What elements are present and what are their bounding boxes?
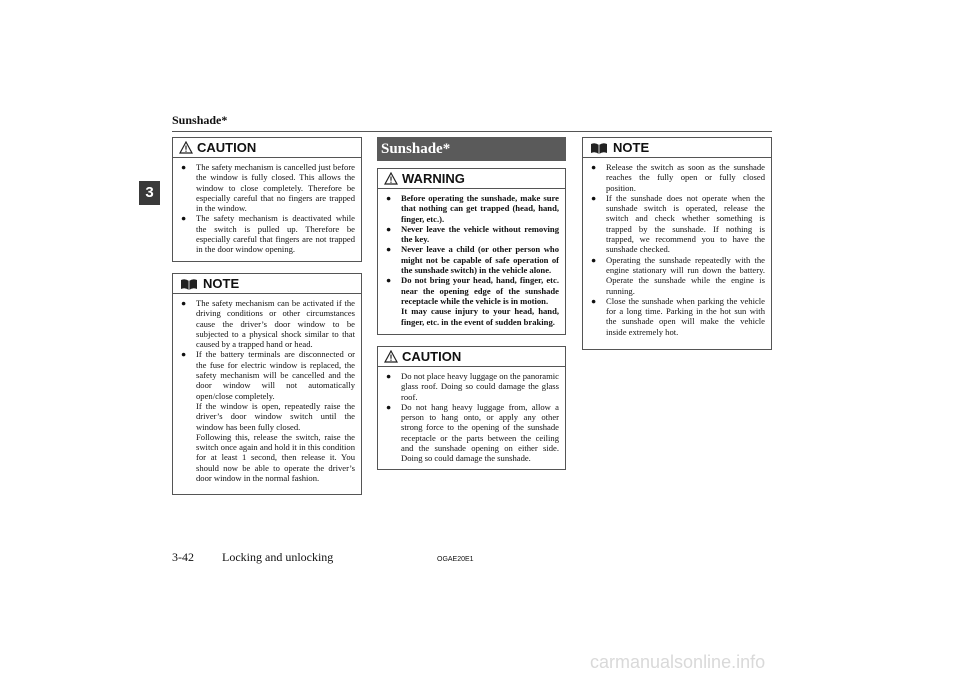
item-text: Never leave the vehicle without removing the key. xyxy=(401,223,559,245)
item-text: The safety mechanism can be activated if the driving conditions or other circumstances cause the driver’s door window to be subjected to a physical shock similar to that caused by a trapped hand or head. xyxy=(196,298,355,350)
caution-list xyxy=(378,367,565,470)
caution-list xyxy=(173,158,361,261)
bullet: ● xyxy=(386,275,392,286)
warning-header xyxy=(378,169,565,189)
list-item xyxy=(589,193,765,255)
list-item xyxy=(179,162,355,213)
bullet: ● xyxy=(181,213,187,224)
item-text: Following this, release the switch, raise the switch once again and hold it in this condition for at least 1 second, then release it. You should now be able to operate the driver’s door window in the normal fashion. xyxy=(196,431,355,484)
list-item xyxy=(589,296,765,337)
item-text: Release the switch as soon as the sunshade reaches the fully open or fully closed position. xyxy=(606,162,765,193)
note-list xyxy=(173,294,361,489)
item-text: Never leave a child (or other person who might not be capable of safe operation of the sunshade switch) in the vehicle alone. xyxy=(401,244,559,276)
item-text: Operating the sunshade repeatedly with the engine stationary will run down the battery. Operate the sunshade while the engine is running. xyxy=(606,254,765,296)
list-item xyxy=(384,275,559,326)
note-list xyxy=(583,158,771,343)
list-item xyxy=(384,244,559,275)
list-item xyxy=(179,349,355,483)
bullet: ● xyxy=(386,401,392,412)
list-item xyxy=(589,255,765,296)
item-text: The safety mechanism is deactivated while the switch is pulled up. Therefore be especially careful that fingers are not trapped in the door window opening. xyxy=(196,213,355,255)
list-item xyxy=(384,193,559,224)
page-header-title: Sunshade* xyxy=(172,113,228,127)
bullet: ● xyxy=(181,298,187,308)
page-number: 3-42 xyxy=(172,550,194,564)
item-text: If the battery terminals are disconnected or the fuse for electric window is replaced, the safety mechanism will be cancelled and the door window will not automatically open/close completely. xyxy=(196,349,355,401)
mid-warning-box xyxy=(377,168,566,335)
warning-list xyxy=(378,189,565,333)
right-note-box xyxy=(582,137,772,350)
note-header xyxy=(173,274,361,294)
chapter-name: Locking and unlocking xyxy=(222,550,334,564)
header-rule xyxy=(172,131,772,132)
caution-header xyxy=(378,347,565,367)
list-item xyxy=(384,371,559,402)
bullet: ● xyxy=(591,295,597,306)
note-header xyxy=(583,138,771,158)
open-book-icon xyxy=(179,277,199,291)
watermark: carmanualsonline.info xyxy=(590,652,766,672)
note-label: NOTE xyxy=(613,140,650,155)
warning-triangle-icon xyxy=(179,141,193,154)
item-text: Close the sunshade when parking the vehicle for a long time. Parking in the hot sun with the sunshade open will make the vehicle inside extremely hot. xyxy=(606,295,765,337)
warning-triangle-icon xyxy=(384,350,398,363)
bullet: ● xyxy=(386,244,392,255)
item-text: If the sunshade does not operate when the sunshade switch is operated, release the switch and check whether something is trapped by the sunshade. If nothing is trapped, we recommend you to have the sunshade checked. xyxy=(606,192,765,255)
document-code: OGAE20E1 xyxy=(437,556,474,563)
caution-label: CAUTION xyxy=(402,349,462,364)
bullet: ● xyxy=(386,371,392,381)
bullet: ● xyxy=(386,193,392,203)
list-item xyxy=(179,298,355,349)
item-text: If the window is open, repeatedly raise the driver’s door window switch until the window has been fully closed. xyxy=(196,400,355,432)
item-text: It may cause injury to your head, hand, finger, etc. in the event of sudden braking. xyxy=(401,306,559,327)
item-text: Do not hang heavy luggage from, allow a person to hang onto, or apply any other strong force to the opening of the sunshade receptacle or the parts between the ceiling and the sunshade opening on either side. Doing so could damage the sunshade. xyxy=(401,401,559,464)
chapter-tab: 3 xyxy=(139,181,160,205)
bullet: ● xyxy=(591,162,597,172)
item-text: Before operating the sunshade, make sure that nothing can get trapped (head, hand, finger, etc.). xyxy=(401,193,559,224)
bullet: ● xyxy=(591,192,597,203)
mid-caution-box xyxy=(377,346,566,470)
left-caution-box xyxy=(172,137,362,262)
caution-header xyxy=(173,138,361,158)
list-item xyxy=(384,402,559,464)
item-text: The safety mechanism is cancelled just before the window is fully closed. This allows the window to close completely. Therefore be especially careful that no fingers are trapped in the window. xyxy=(196,162,355,214)
caution-label: CAUTION xyxy=(197,140,257,155)
left-note-box xyxy=(172,273,362,495)
section-title: Sunshade* xyxy=(377,137,566,161)
list-item xyxy=(179,213,355,254)
warning-label: WARNING xyxy=(402,171,465,186)
bullet: ● xyxy=(386,223,392,234)
bullet: ● xyxy=(181,349,187,360)
list-item xyxy=(384,224,559,245)
warning-triangle-icon xyxy=(384,172,398,185)
item-text: Do not place heavy luggage on the panoramic glass roof. Doing so could damage the glass roof. xyxy=(401,371,559,402)
bullet: ● xyxy=(591,254,597,265)
list-item xyxy=(589,162,765,193)
open-book-icon xyxy=(589,141,609,155)
bullet: ● xyxy=(181,162,187,172)
item-text: Do not bring your head, hand, finger, etc. near the opening edge of the sunshade receptacle while the vehicle is in motion. xyxy=(401,275,559,306)
note-label: NOTE xyxy=(203,276,240,291)
